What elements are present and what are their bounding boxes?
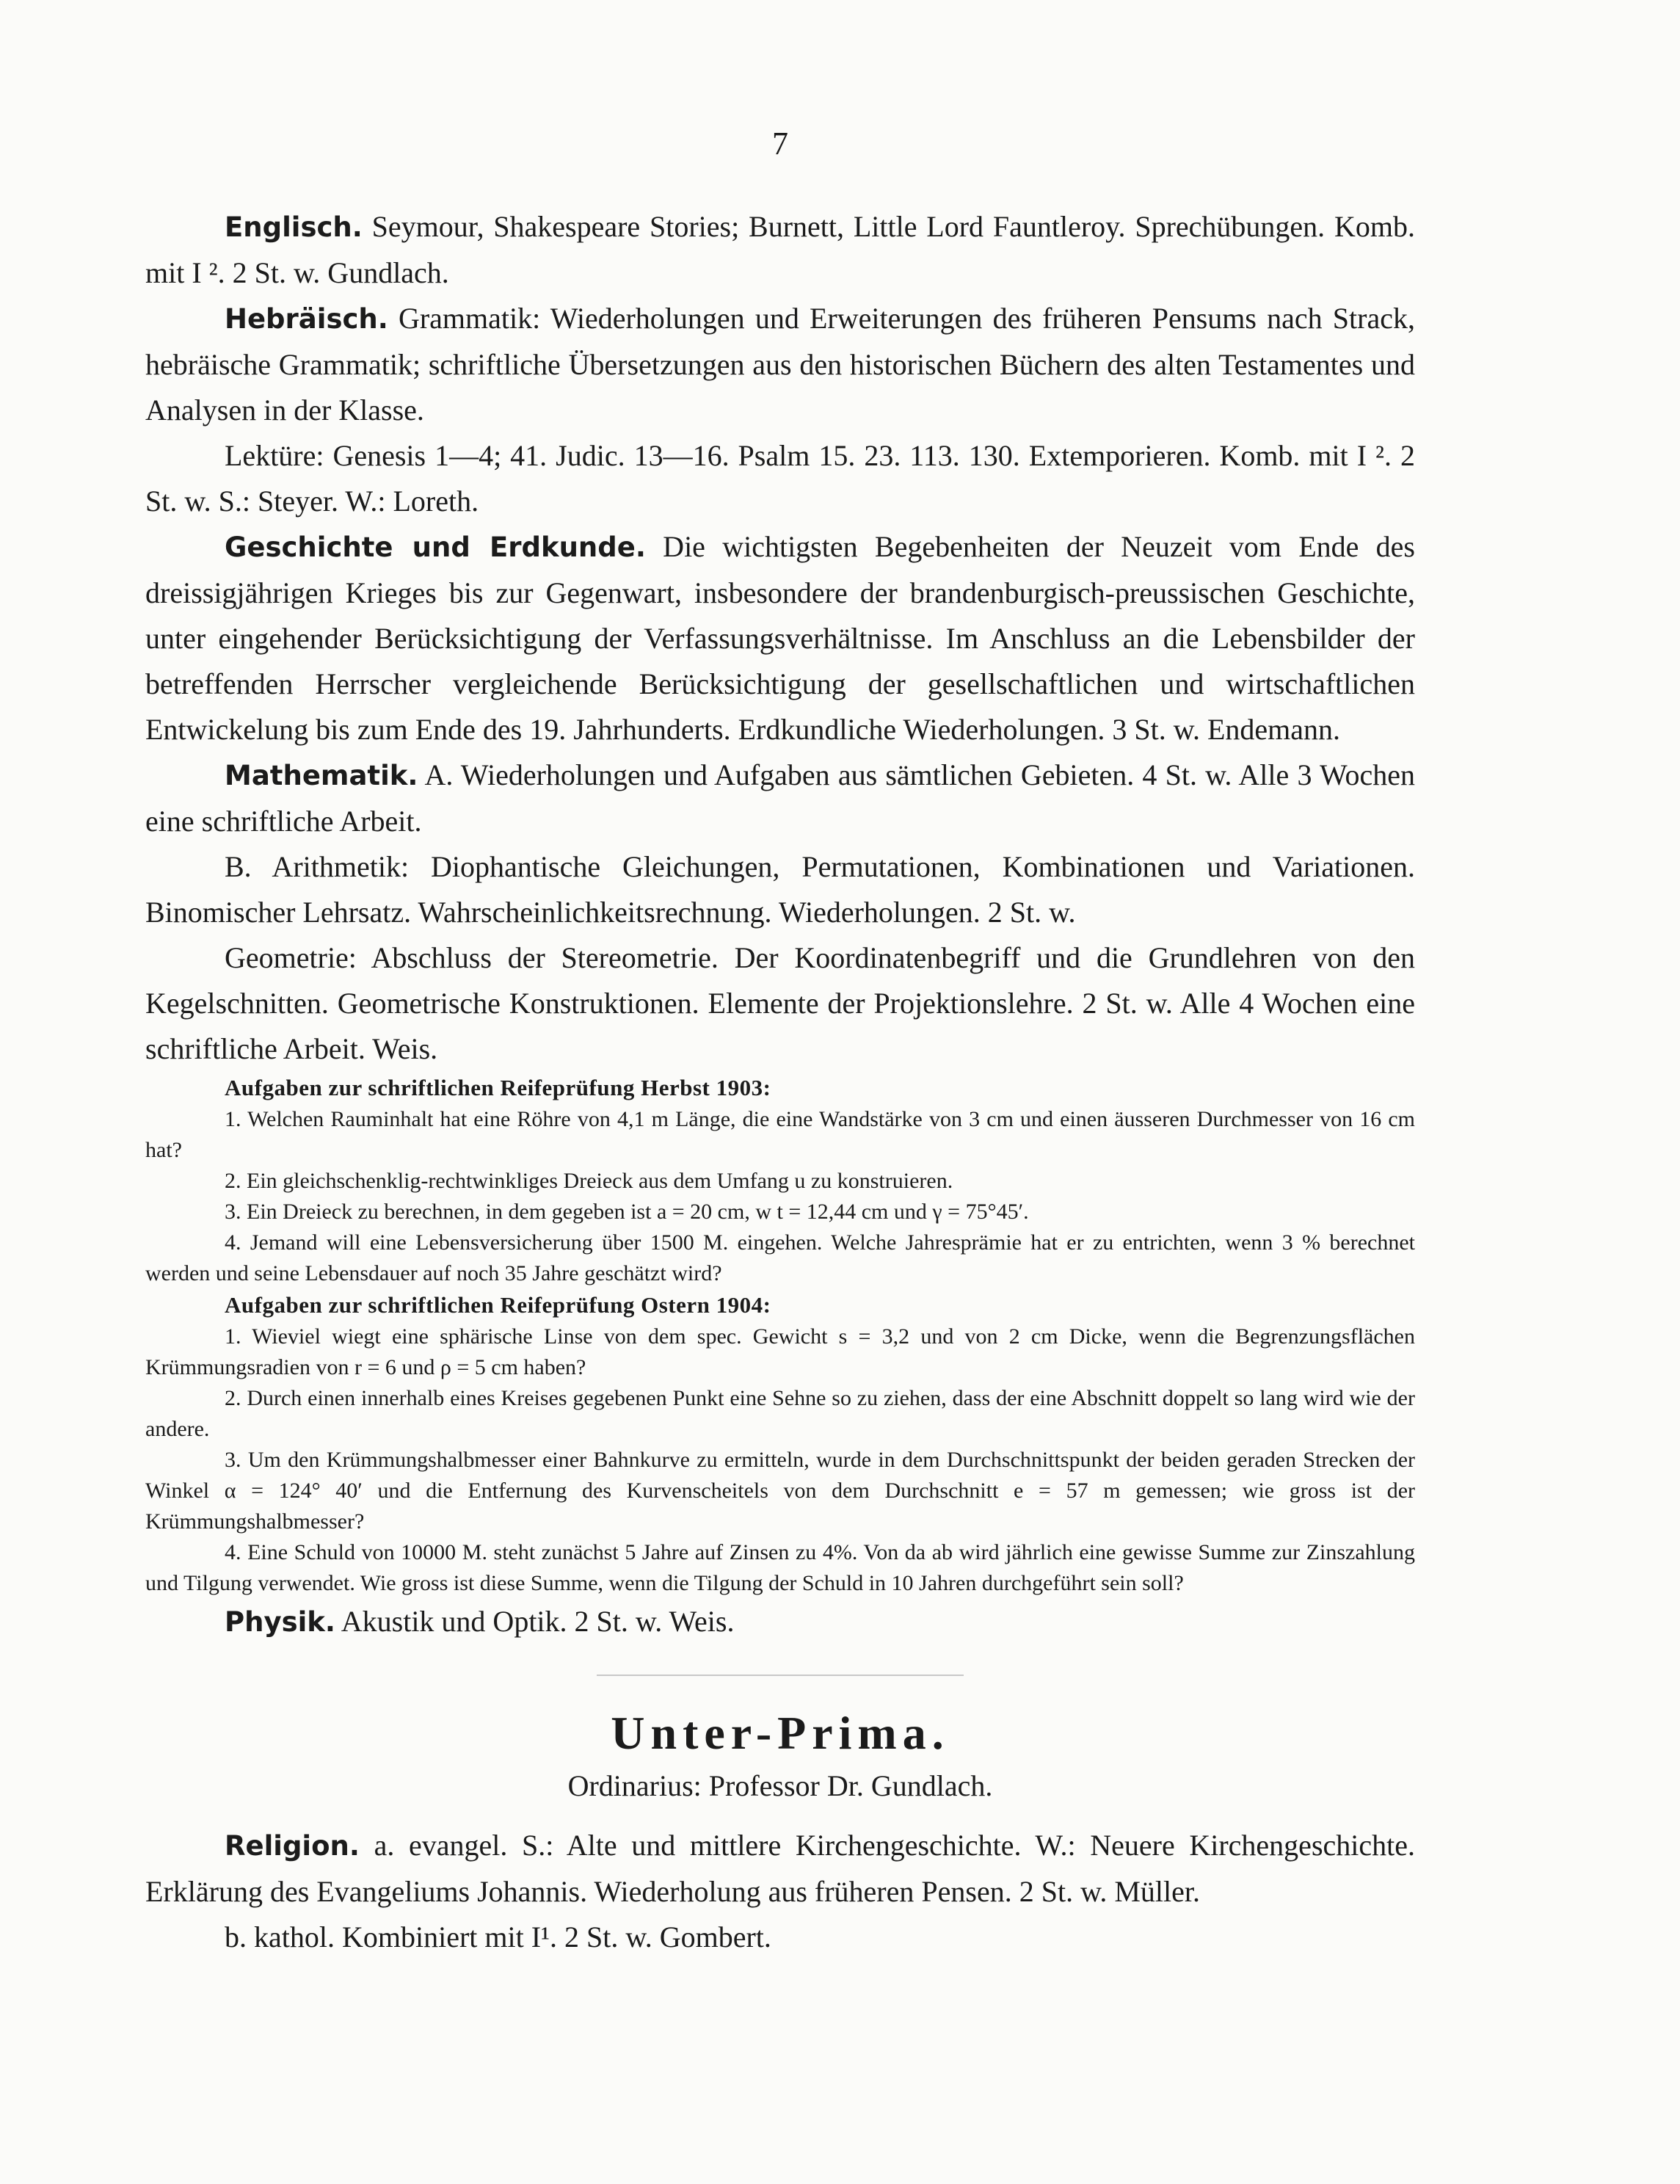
paragraph-geometrie: Geometrie: Abschluss der Stereometrie. Der Koordinatenbegriff und die Grundlehren von den Kegelschnitten. Geometrische Konstruktionen. Elemente der Projektionslehre. 2 St. w. Alle 4 Wochen eine schriftliche Arbeit. Weis. [145, 941, 1415, 1065]
heading-geschichte: Geschichte und Erdkunde. [225, 532, 646, 563]
list-item: 4. Eine Schuld von 10000 M. steht zunächst 5 Jahre auf Zinsen zu 4%. Von da ab wird jährlich eine gewisse Summe zur Zinszahlung und Tilgung verwendet. Wie gross ist diese Summe, wenn die Tilgung der Schuld in 10 Jahren durchgeführt sein soll? [145, 1540, 1415, 1595]
heading-englisch: Englisch. [225, 211, 363, 243]
text-englisch: Seymour, Shakespeare Stories; Burnett, Little Lord Fauntleroy. Sprechübungen. Komb. mit I ². 2 St. w. Gundlach. [145, 210, 1415, 289]
paragraph-religion-b: b. kathol. Kombiniert mit I¹. 2 St. w. Gombert. [225, 1920, 771, 1953]
page-number: 7 [772, 126, 788, 162]
list-item: 3. Ein Dreieck zu berechnen, in dem gegeben ist a = 20 cm, w t = 12,44 cm und γ = 75°45′. [225, 1200, 1029, 1224]
paragraph-hebraeisch [145, 296, 1415, 433]
subheading-ostern: Aufgaben zur schriftlichen Reifeprüfung Ostern 1904: [225, 1292, 771, 1318]
text-physik: Akustik und Optik. 2 St. w. Weis. [335, 1605, 735, 1638]
paragraph-geschichte [145, 524, 1415, 752]
list-item: 1. Wieviel wiegt eine sphärische Linse von dem spec. Gewicht s = 3,2 und von 2 cm Dicke, wenn die Begrenzungsflächen Krümmungsradien von r = 6 und ρ = 5 cm haben? [145, 1324, 1415, 1379]
paragraph-physik [145, 1599, 1415, 1645]
section-divider [597, 1675, 964, 1676]
subheading-herbst: Aufgaben zur schriftlichen Reifeprüfung Herbst 1903: [225, 1075, 771, 1100]
section-ordinarius: Ordinarius: Professor Dr. Gundlach. [567, 1769, 993, 1802]
document-body [145, 204, 1415, 1960]
section-title: Unter-Prima. [611, 1707, 950, 1759]
heading-religion: Religion. [225, 1830, 360, 1862]
text-geschichte: Die wichtigsten Begebenheiten der Neuzeit vom Ende des dreissigjährigen Krieges bis zur Gegenwart, insbesondere der brandenburgisch-preussischen Geschichte, unter eingehender Berücksichtigung der Verfassungsverhältnisse. Im Anschluss an die Lebensbilder der betreffenden Herrscher vergleichende Berücksichtigung der gesellschaftlichen und wirtschaftlichen Entwickelung bis zum Ende des 19. Jahrhunderts. Erdkundliche Wiederholungen. 3 St. w. Endemann. [145, 530, 1415, 746]
list-item: 2. Ein gleichschenklig-rechtwinkliges Dreieck aus dem Umfang u zu konstruieren. [225, 1169, 953, 1193]
paragraph-lektuere: Lektüre: Genesis 1—4; 41. Judic. 13—16. Psalm 15. 23. 113. 130. Extemporieren. Komb. mit I ². 2 St. w. S.: Steyer. W.: Loreth. [145, 439, 1415, 518]
heading-mathematik: Mathematik. [225, 760, 418, 791]
list-item: 1. Welchen Rauminhalt hat eine Röhre von 4,1 m Länge, die eine Wandstärke von 3 cm und einen äusseren Durchmesser von 16 cm hat? [145, 1107, 1415, 1162]
list-item: 2. Durch einen innerhalb eines Kreises gegebenen Punkt eine Sehne so zu ziehen, dass der eine Abschnitt doppelt so lang wird wie der andere. [145, 1386, 1415, 1441]
heading-physik: Physik. [225, 1606, 335, 1638]
paragraph-mathematik [145, 752, 1415, 844]
text-religion-a: a. evangel. S.: Alte und mittlere Kirchengeschichte. W.: Neuere Kirchengeschichte. Erklärung des Evangeliums Johannis. Wiederholung aus früheren Pensen. 2 St. w. Müller. [145, 1829, 1415, 1908]
paragraph-arithmetik: B. Arithmetik: Diophantische Gleichungen, Permutationen, Kombinationen und Variationen. Binomischer Lehrsatz. Wahrscheinlichkeitsrechnung. Wiederholungen. 2 St. w. [145, 850, 1415, 929]
list-item: 4. Jemand will eine Lebensversicherung über 1500 M. eingehen. Welche Jahresprämie hat er zu entrichten, wenn 3 % berechnet werden und seine Lebensdauer auf noch 35 Jahre geschätzt wird? [145, 1230, 1415, 1285]
heading-hebraeisch: Hebräisch. [225, 303, 388, 335]
text-hebraeisch: Grammatik: Wiederholungen und Erweiterungen des früheren Pensums nach Strack, hebräische Grammatik; schriftliche Übersetzungen aus den historischen Büchern des alten Testamentes und Analysen in der Klasse. [145, 302, 1415, 427]
text-mathematik-a: A. Wiederholungen und Aufgaben aus sämtlichen Gebieten. 4 St. w. Alle 3 Wochen eine schriftliche Arbeit. [145, 758, 1415, 838]
list-item: 3. Um den Krümmungshalbmesser einer Bahnkurve zu ermitteln, wurde in dem Durchschnittspunkt der beiden geraden Strecken der Winkel α = 124° 40′ und die Entfernung des Kurvenscheitels von dem Durchschnitt e = 57 m gemessen; wie gross ist der Krümmungshalbmesser? [145, 1448, 1415, 1534]
paragraph-religion [145, 1823, 1415, 1915]
paragraph-englisch [145, 204, 1415, 296]
